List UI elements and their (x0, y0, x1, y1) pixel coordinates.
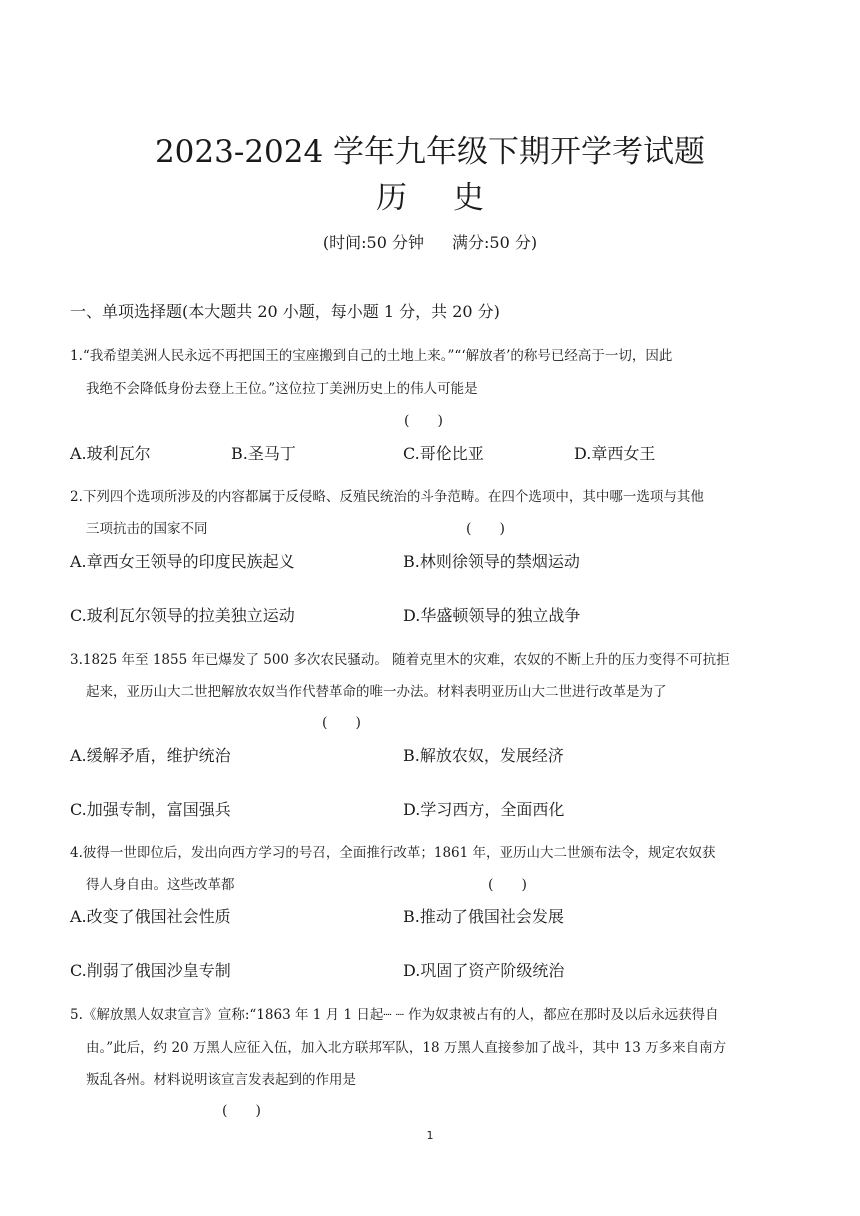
question-2-line-2: 三项抗击的国家不同 (86, 521, 208, 537)
question-3-line-1: 3.1825 年至 1855 年已爆发了 500 多次农民骚动。 随着克里木的灾难，农奴的不断上升的压力变得不可抗拒 (70, 652, 730, 668)
question-2-option-d: D.华盛顿领导的独立战争 (403, 606, 581, 625)
question-2-answer-blank: ( ) (466, 521, 505, 537)
question-3-option-d: D.学习西方，全面西化 (403, 800, 565, 819)
question-3-answer-blank: ( ) (322, 715, 361, 731)
question-1-option-b: B.圣马丁 (231, 444, 296, 463)
section-heading: 一、单项选择题(本大题共 20 小题，每小题 1 分，共 20 分) (70, 302, 500, 321)
question-1-option-d: D.章西女王 (574, 444, 656, 463)
question-2-line-1: 2.下列四个选项所涉及的内容都属于反侵略、反殖民统治的斗争范畴。在四个选项中，其中哪一选项与其他 (70, 489, 704, 505)
question-4-option-b: B.推动了俄国社会发展 (403, 907, 564, 926)
question-1-answer-blank: ( ) (404, 413, 443, 429)
exam-title: 2023-2024 学年九年级下期开学考试题 (154, 134, 706, 170)
question-1-line-2: 我绝不会降低身份去登上王位。”这位拉丁美洲历史上的伟人可能是 (86, 381, 478, 397)
question-4-line-2: 得人身自由。这些改革都 (86, 877, 235, 893)
subject-char-2: 史 (453, 180, 484, 216)
subject-title (0, 178, 860, 218)
question-5-line-3: 叛乱各州。材料说明该宣言发表起到的作用是 (86, 1072, 356, 1088)
question-4-line-1: 4.彼得一世即位后，发出向西方学习的号召，全面推行改革；1861 年，亚历山大二世颁布法令，规定农奴获 (70, 845, 716, 861)
exam-time: (时间:50 分钟 (322, 233, 424, 252)
question-1-line-1: 1.“我希望美洲人民永远不再把国王的宝座搬到自己的土地上来。”“‘解放者’的称号已经高于一切，因此 (70, 348, 673, 364)
question-1-option-a: A.玻利瓦尔 (70, 444, 151, 463)
question-5-line-2: 由。”此后，约 20 万黑人应征入伍，加入北方联邦军队，18 万黑人直接参加了战斗，其中 13 万多来自南方 (86, 1040, 727, 1056)
exam-info (0, 232, 860, 254)
question-3-option-c: C.加强专制，富国强兵 (70, 800, 231, 819)
subject-char-1: 历 (376, 180, 407, 216)
question-4-option-c: C.削弱了俄国沙皇专制 (70, 961, 231, 980)
question-5-line-1: 5.《解放黑人奴隶宣言》宣称:“1863 年 1 月 1 日起┈ ┈ 作为奴隶被占有的人，都应在那时及以后永远获得自 (70, 1007, 719, 1023)
question-3-option-a: A.缓解矛盾，维护统治 (70, 746, 231, 765)
question-1-option-c: C.哥伦比亚 (403, 444, 484, 463)
question-4-option-a: A.改变了俄国社会性质 (70, 907, 231, 926)
question-4-option-d: D.巩固了资产阶级统治 (403, 961, 565, 980)
question-2-option-b: B.林则徐领导的禁烟运动 (403, 552, 580, 571)
question-2-option-a: A.章西女王领导的印度民族起义 (70, 552, 295, 571)
question-2-option-c: C.玻利瓦尔领导的拉美独立运动 (70, 606, 295, 625)
page-number: 1 (426, 1129, 434, 1142)
question-5-answer-blank: ( ) (222, 1103, 261, 1119)
question-3-line-2: 起来，亚历山大二世把解放农奴当作代替革命的唯一办法。材料表明亚历山大二世进行改革是为了 (86, 684, 667, 700)
question-3-option-b: B.解放农奴，发展经济 (403, 746, 564, 765)
question-4-answer-blank: ( ) (488, 877, 527, 893)
exam-score: 满分:50 分) (452, 233, 538, 252)
